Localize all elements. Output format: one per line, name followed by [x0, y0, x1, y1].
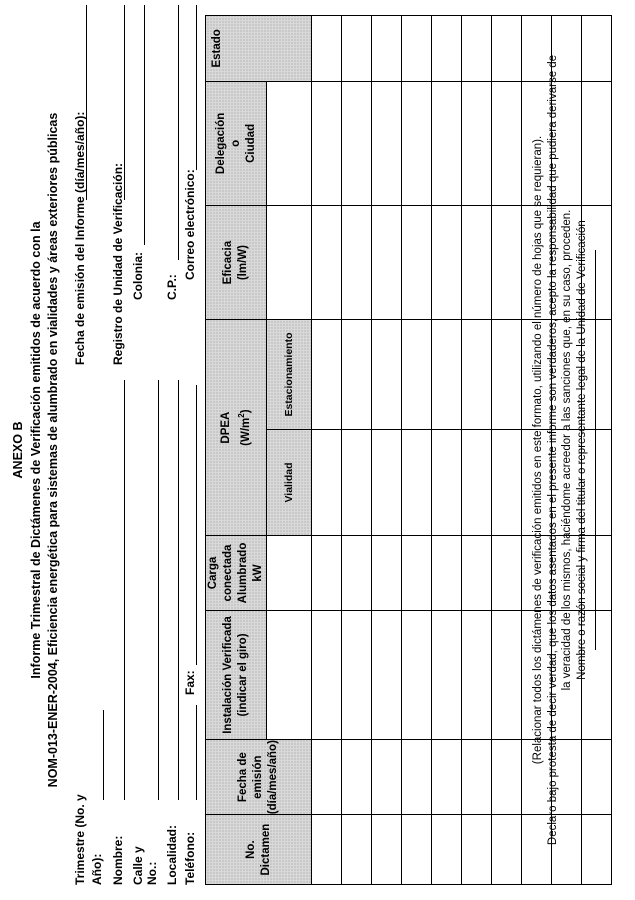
table-cell[interactable]: [432, 536, 462, 611]
table-cell[interactable]: [462, 536, 492, 611]
table-cell[interactable]: [372, 16, 402, 82]
table-cell[interactable]: [432, 320, 462, 430]
table-cell[interactable]: [342, 81, 372, 205]
table-row: [342, 16, 372, 885]
table-cell[interactable]: [342, 16, 372, 82]
table-cell[interactable]: [312, 610, 342, 739]
table-cell[interactable]: [312, 536, 342, 611]
calle-label: Calle y: [131, 846, 145, 885]
table-cell[interactable]: [312, 16, 342, 82]
col-estado: Estado: [206, 16, 312, 82]
table-cell[interactable]: [462, 16, 492, 82]
table-cell[interactable]: [402, 16, 432, 82]
table-cell[interactable]: [342, 610, 372, 739]
colonia-field[interactable]: [144, 5, 145, 245]
table-cell[interactable]: [372, 610, 402, 739]
table-cell[interactable]: [432, 815, 462, 885]
calle-label-2: No.:: [145, 861, 159, 885]
col-estacionamiento: Estacionamiento: [267, 320, 312, 430]
table-cell[interactable]: [372, 429, 402, 535]
table-cell[interactable]: [462, 206, 492, 320]
table-cell[interactable]: [432, 206, 462, 320]
table-row: [492, 16, 522, 885]
table-cell[interactable]: [432, 81, 462, 205]
table-cell[interactable]: [372, 815, 402, 885]
correo-field[interactable]: [196, 5, 197, 170]
table-cell[interactable]: [402, 81, 432, 205]
table-cell[interactable]: [342, 815, 372, 885]
table-cell[interactable]: [462, 429, 492, 535]
table-cell[interactable]: [312, 740, 342, 815]
table-cell[interactable]: [462, 740, 492, 815]
table-cell[interactable]: [312, 320, 342, 430]
telefono-label: Teléfono:: [183, 831, 197, 885]
table-cell[interactable]: [432, 429, 462, 535]
nombre-field[interactable]: [124, 380, 125, 800]
table-cell[interactable]: [462, 81, 492, 205]
eficacia-sub: [267, 206, 312, 320]
table-cell[interactable]: [402, 740, 432, 815]
annex-title: ANEXO B: [11, 421, 25, 479]
fecha-informe-field[interactable]: [86, 5, 87, 200]
col-delegacion: Delegación o Ciudad: [206, 81, 267, 205]
delegacion-sub: [267, 81, 312, 205]
table-cell[interactable]: [342, 206, 372, 320]
table-cell[interactable]: [492, 740, 522, 815]
col-vialidad: Vialidad: [267, 429, 312, 535]
trimestre-label-2: Año):: [90, 853, 104, 885]
table-cell[interactable]: [462, 610, 492, 739]
table-cell[interactable]: [492, 81, 522, 205]
telefono-field[interactable]: [196, 705, 197, 800]
table-cell[interactable]: [312, 81, 342, 205]
trimestre-field[interactable]: [103, 710, 104, 800]
instalacion-sub: [267, 610, 312, 739]
table-cell[interactable]: [492, 429, 522, 535]
table-cell[interactable]: [492, 610, 522, 739]
localidad-label: Localidad:: [165, 824, 179, 885]
table-cell[interactable]: [342, 429, 372, 535]
note-declaro-1: Declaro bajo protesta de decir verdad, que los datos asentados en el presente informe son verdaderos, acepto la responsabilidad que pudiera derivarse de: [547, 54, 559, 846]
table-cell[interactable]: [402, 206, 432, 320]
table-row: [312, 16, 342, 885]
table-cell[interactable]: [402, 815, 432, 885]
table-cell[interactable]: [402, 320, 432, 430]
table-cell[interactable]: [342, 320, 372, 430]
table-cell[interactable]: [372, 81, 402, 205]
table-cell[interactable]: [432, 610, 462, 739]
table-cell[interactable]: [462, 815, 492, 885]
table-cell[interactable]: [372, 536, 402, 611]
table-row: [432, 16, 462, 885]
cp-field[interactable]: [178, 5, 179, 260]
report-title: Informe Trimestral de Dictámenes de Verificación emitidos de acuerdo con la: [29, 221, 43, 679]
signature-line[interactable]: [595, 250, 596, 650]
table-cell[interactable]: [402, 429, 432, 535]
fecha-informe-label: Fecha de emisión del Informe (día/mes/año):: [73, 111, 87, 365]
report-subtitle: NOM-013-ENER-2004, Eficiencia energética para sistemas de alumbrado en vialidades y áreas exteriores públicas: [46, 112, 60, 788]
trimestre-label: Trimestre (No. y: [73, 794, 87, 885]
table-cell[interactable]: [492, 815, 522, 885]
nombre-label: Nombre:: [111, 835, 125, 885]
table-cell[interactable]: [372, 320, 402, 430]
note-declaro-2: la veracidad de los mismos, haciéndome acreedor a las sanciones que, en su caso, proceden.: [561, 209, 573, 691]
table-cell[interactable]: [432, 16, 462, 82]
table-cell[interactable]: [372, 740, 402, 815]
table-cell[interactable]: [372, 206, 402, 320]
col-carga: Carga conectada Alumbrado kW: [206, 536, 267, 611]
note-firma: Nombre o razón social y firma del titular o representante legal de la Unidad de Verificación: [576, 220, 588, 680]
table-cell[interactable]: [402, 536, 432, 611]
table-row: [462, 16, 492, 885]
table-cell[interactable]: [312, 206, 342, 320]
col-no-dictamen: No. Dictamen: [206, 815, 312, 885]
table-cell[interactable]: [462, 320, 492, 430]
table-row: [372, 16, 402, 885]
table-cell[interactable]: [342, 740, 372, 815]
fax-label: Fax:: [183, 670, 197, 695]
col-fecha-emision: Fecha de emisión (día/mes/año): [206, 740, 312, 815]
table-cell[interactable]: [492, 16, 522, 82]
fax-field[interactable]: [196, 385, 197, 665]
carga-sub: [267, 536, 312, 611]
cp-label: C.P.:: [165, 274, 179, 300]
colonia-label: Colonia:: [131, 252, 145, 300]
calle-field[interactable]: [158, 380, 159, 800]
correo-label: Correo electrónico:: [183, 169, 197, 280]
col-instalacion: Instalación Verificada (indicar el giro): [206, 610, 267, 739]
registro-label: Registro de Unidad de Verificación:: [111, 162, 125, 365]
localidad-field[interactable]: [178, 380, 179, 800]
table-cell[interactable]: [432, 740, 462, 815]
table-cell[interactable]: [342, 536, 372, 611]
table-cell[interactable]: [492, 536, 522, 611]
table-cell[interactable]: [312, 815, 342, 885]
table-cell[interactable]: [312, 429, 342, 535]
col-eficacia: Eficacia (lm/W): [206, 206, 267, 320]
note-relacionar: (Relacionar todos los dictámenes de verificación emitidos en este formato, utilizando el número de hojas que se requieran).: [532, 135, 544, 765]
table-row: [402, 16, 432, 885]
table-cell[interactable]: [492, 206, 522, 320]
col-dpea: DPEA $(W/m^2)$: [206, 320, 267, 536]
registro-field[interactable]: [124, 5, 125, 200]
table-cell[interactable]: [492, 320, 522, 430]
table-cell[interactable]: [402, 610, 432, 739]
